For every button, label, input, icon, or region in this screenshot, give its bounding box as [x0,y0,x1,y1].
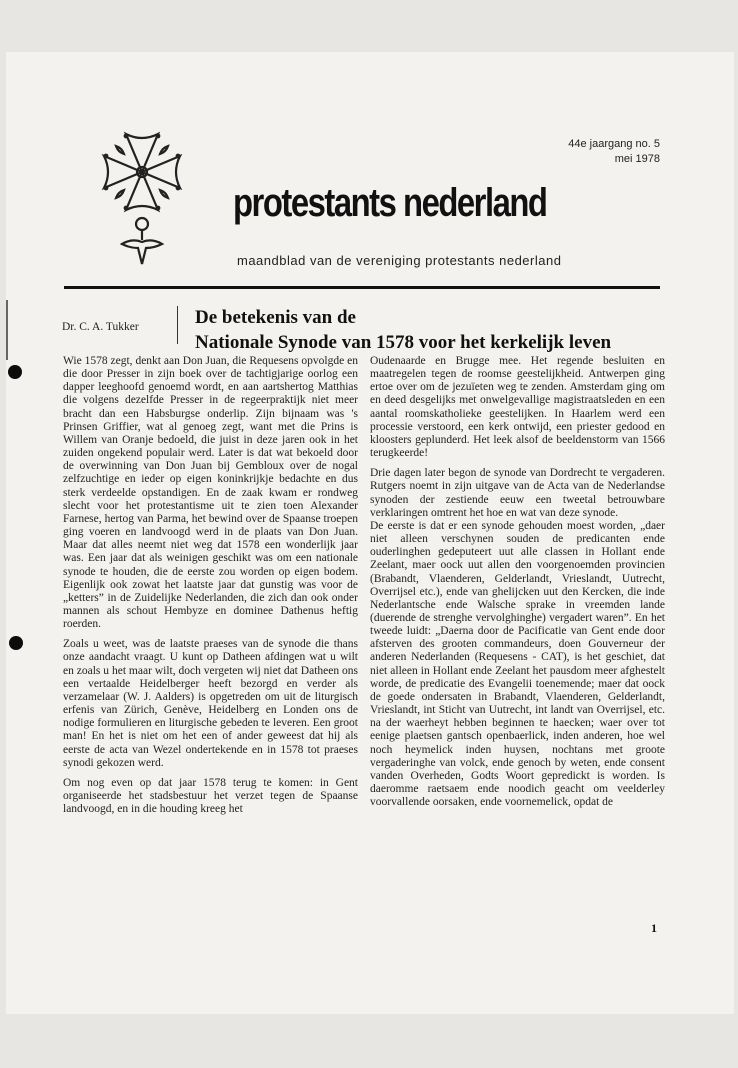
paragraph: Zoals u weet, was de laatste praeses van de synode die thans onze aandacht vraagt. U kunt op Datheen afdingen wat u wilt en zoals u het maar wilt, doch vergeten wij niet dat Datheen ons een vertaalde Heidelberger heeft bezorgd en verder als verzamelaar (W. J. Aalders) is opgetreden om uit de liturgisch erfenis van Zürich, Genève, Heidelberg en Londen ons de nodige formulieren en liturgische gebeden te leveren. Een groot man! En het is niet om het een of ander geweest dat hij als eerste de acta van Wezel ondertekende en in 1578 tot praeses synodi gekozen werd. [63,638,358,769]
paragraph: Wie 1578 zegt, denkt aan Don Juan, die Requesens opvolgde en die door Presser in zijn boek over de tachtigjarige oorlog een dapper leeghoofd genoemd wordt, en aan aartshertog Matthias die volgens dezelfde Presser in de regeerpraktijk niet meer bracht dan een Habsburgse onderlip. Zijn bijnaam was 's Prinsen Griffier, wat al genoeg zegt, want met die Prins is Willem van Oranje bedoeld, die juist in deze jaren ook in het zuiden ongekend populair werd. Later is dat wat bekoeld door de overwinning van Don Juan bij Gembloux over de nogal zelfzuchtige en ieder op eigen koninkrijkje bedachte en dus sterk verdeelde opstandigen. En de zaak kwam er rondweg slecht voor het protestantisme uit te zien toen Alexander Farnese, hertog van Parma, het bewind over de Spaanse troepen ging voeren en landvoogd werd in de plaats van Don Juan. Maar dat alles neemt niet weg dat 1578 een wonderlijk jaar was. Een jaar dat als weinigen geschikt was om een nationale synode te houden, die de eerste zou worden op eigen bodem. Eigenlijk ook zowat het laatste jaar dat gunstig was voor de „ketters” in de Zuidelijke Nederlanden, die zich dan ook onder mannen als schout Hembyze en dominee Dathenus heftig roerden. [63,355,358,631]
left-column [63,355,358,823]
paragraph: Oudenaarde en Brugge mee. Het regende besluiten en maatregelen tegen de roomse geestelijkheid. Antwerpen ging ertoe over om de jezuïeten weg te zenden. Amsterdam ging om en deed desgelijks met onwelgevallige magistraatsleden en een aantal roomskatholieke geestelijken. In Haarlem werd een processie verstoord, een kerk ontwijd, een priester gedood en kloosters geplunderd. Het leek alsof de beeldenstorm van 1566 terugkeerde! [370,355,665,460]
paragraph: Drie dagen later begon de synode van Dordrecht te vergaderen. Rutgers noemt in zijn uitgave van de Acta van de Nederlandse synoden der zestiende eeuw een tweetal betrouwbare verklaringen omtrent het hoe en wat van deze synode. [370,467,665,519]
issue-date: mei 1978 [614,153,660,165]
article-title-line2: Nationale Synode van 1578 voor het kerkelijk leven [195,332,612,353]
huguenot-cross-icon [96,126,188,278]
masthead-subtitle: maandblad van de vereniging protestants nederland [237,253,562,268]
article-author: Dr. C. A. Tukker [62,321,139,333]
punch-hole [9,636,23,650]
issue-volume: 44e jaargang no. 5 [568,138,660,150]
article-title-line1: De betekenis van de [195,307,356,328]
punch-hole [8,365,22,379]
author-divider [177,306,178,344]
masthead-title: protestants nederland [233,181,547,225]
issue-info [568,137,660,167]
right-column [370,355,665,816]
masthead-rule [64,286,660,289]
paragraph: De eerste is dat er een synode gehouden moest worden, „daer niet alleen verschynen souden de predicanten ende ouderlinghen gedeputeert uut alle classen in Hollant ende Zeelant, maer oock uut allen den voorgenoemden provincien (Brabandt, Vlaenderen, Gelderlandt, Vrieslandt, Uutrecht, Overrijsel etc.), ende van ghelijcken uut den Kercken, die inde Nederlantsche ende Walsche sprake in vreemden lande (duerende de strenghe vervolghinghe) vergadert waren”. En het tweede luidt: „Daerna door de Pacificatie van Gent ende door afsterven des grooten commandeurs, doen Gouverneur der anderen Nederlanden (Requesens - CAT), is het geschiet, dat niet alleen in Hollant ende Zeelant het pausdom meer afghestelt worde, de predicatie des Evangelii toenemende; maer dat oock de goede ondersaten in Brabandt, Vlaenderen, Gelderlandt, Vrieslandt, int Sticht van Uutrecht, int landt van Overrijsel, etc. na der waerheyt hebben beginnen te haecken; waer over tot eenige plaetsen gantsch openbaerlick, inden anderen, hoe wel noch heymelick inden huysen, nochtans met groote vergaderinghe van volck, ende genoch by weten, ende consent vanden Overheden, Godts Woort gepredickt is worden. Is daeromme raetsaem ende noodich geacht om veelderley voorvallende oorsaken, ende voornemelick, opdat de [370,519,665,809]
scan-edge-mark [6,300,8,360]
page-number: 1 [651,921,657,935]
paragraph: Om nog even op dat jaar 1578 terug te komen: in Gent organiseerde het stadsbestuur het verzet tegen de Spaanse landvoogd, en in die houding kreeg het [63,776,358,816]
article-title [195,305,611,355]
